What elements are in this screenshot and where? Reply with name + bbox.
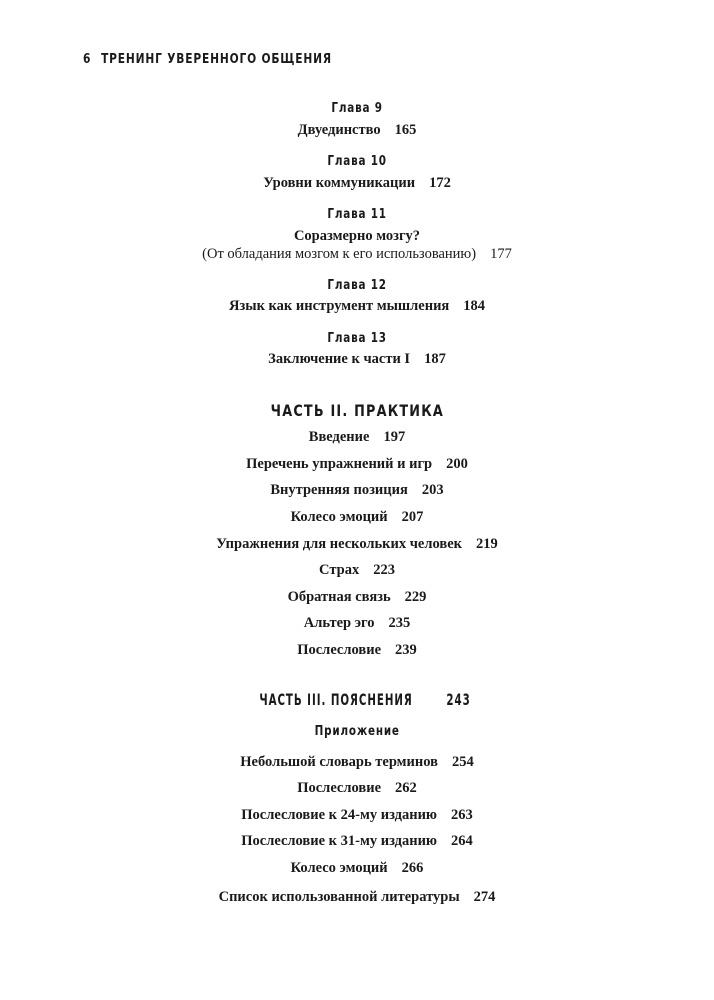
toc-page: 207 xyxy=(401,509,424,525)
toc-page: 264 xyxy=(451,833,473,849)
part-heading: ЧАСТЬ II. ПРАКТИКА xyxy=(270,401,444,420)
toc-entry: Послесловие 262 xyxy=(297,780,417,796)
toc-page: 187 xyxy=(424,351,446,367)
part-heading: ЧАСТЬ III. ПОЯСНЕНИЯ 243 xyxy=(259,690,471,709)
toc-page: 274 xyxy=(473,889,496,905)
toc-page: 254 xyxy=(451,754,474,770)
part-page: 243 xyxy=(446,690,471,709)
toc-page: 200 xyxy=(446,456,468,472)
toc-page: 262 xyxy=(395,780,417,796)
toc-entry: Колесо эмоций 266 xyxy=(290,860,424,876)
chapter-label: Глава 10 xyxy=(327,154,387,169)
toc-page: 229 xyxy=(404,589,427,605)
toc-entry: Уровни коммуникации 172 xyxy=(263,175,451,191)
toc-entry: Язык как инструмент мышления 184 xyxy=(228,298,486,314)
toc-entry: Колесо эмоций 207 xyxy=(290,509,424,525)
toc-entry: Обратная связь 229 xyxy=(287,589,427,605)
toc-page: 266 xyxy=(401,860,424,876)
toc-page: 223 xyxy=(373,562,395,578)
chapter-label: Глава 9 xyxy=(331,101,383,116)
page-number: 6 xyxy=(83,52,92,67)
toc-entry: Введение 197 xyxy=(308,429,406,445)
toc-entry: Альтер эго 235 xyxy=(303,615,411,631)
toc-entry: Упражнения для нескольких человек 219 xyxy=(216,536,498,552)
chapter-label: Глава 12 xyxy=(327,278,387,293)
toc-entry-title: Соразмерно мозгу? xyxy=(293,228,421,244)
toc-page: 197 xyxy=(383,429,406,445)
toc-entry: Заключение к части I 187 xyxy=(268,351,446,367)
appendix-label: Приложение xyxy=(314,724,400,739)
toc-page: 219 xyxy=(476,536,498,552)
toc-entry: Небольшой словарь терминов 254 xyxy=(240,754,474,770)
toc-entry: Послесловие к 31-му изданию 264 xyxy=(241,833,473,849)
chapter-label: Глава 13 xyxy=(327,331,387,346)
running-header xyxy=(83,52,332,67)
toc-entry: Перечень упражнений и игр 200 xyxy=(246,456,468,472)
toc-entry: Внутренняя позиция 203 xyxy=(270,482,444,498)
chapter-label: Глава 11 xyxy=(327,207,387,222)
toc-page: 235 xyxy=(388,615,411,631)
toc-entry: Двуединство 165 xyxy=(297,122,417,138)
toc-page: 165 xyxy=(394,122,417,138)
toc-entry: Страх 223 xyxy=(319,562,395,578)
toc-page: 239 xyxy=(395,642,417,658)
toc-entry: Послесловие 239 xyxy=(297,642,417,658)
book-title: ТРЕНИНГ УВЕРЕННОГО ОБЩЕНИЯ xyxy=(101,52,332,67)
toc-page: 172 xyxy=(429,175,451,191)
toc-page: 184 xyxy=(463,298,486,314)
toc-page: 203 xyxy=(421,482,444,498)
toc-entry: Послесловие к 24-му изданию 263 xyxy=(241,807,473,823)
toc-page: 263 xyxy=(451,807,473,823)
toc-page: 177 xyxy=(490,246,512,262)
toc-entry: Список использованной литературы 274 xyxy=(218,889,496,905)
toc-entry-subtitle: (От обладания мозгом к его использованию) 177 xyxy=(202,246,512,262)
